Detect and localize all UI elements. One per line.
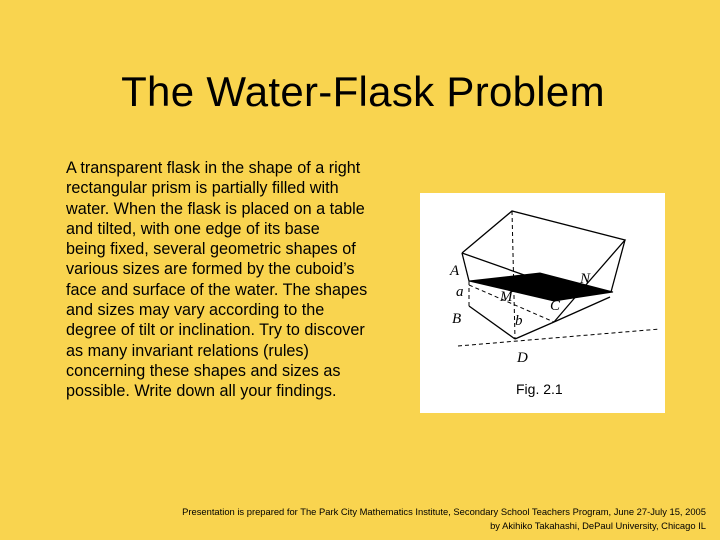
label-a: a bbox=[456, 284, 464, 300]
label-C: C bbox=[550, 298, 561, 314]
label-M: M bbox=[500, 289, 513, 305]
cuboid-edge-left bbox=[462, 253, 469, 281]
label-b: b bbox=[515, 313, 523, 329]
label-B: B bbox=[452, 311, 462, 327]
flask-figure bbox=[420, 193, 665, 413]
footer-line-2: by Akihiko Takahashi, DePaul University, Chicago IL bbox=[490, 519, 706, 531]
problem-description: A transparent flask in the shape of a right rectangular prism is partially filled with water. When the flask is placed on a table and tilted, with one edge of its base being fixed, several geometric shapes of various sizes are formed by the cuboid’s face and surface of the water. The shapes and sizes may vary according to the degree of tilt or inclination. Try to discover as many invariant relations (rules) concerning these shapes and sizes as possible. Write down all your findings. bbox=[66, 159, 368, 401]
slide-title: The Water-Flask Problem bbox=[121, 68, 605, 115]
cuboid-edge-left-lower bbox=[469, 306, 515, 339]
label-A: A bbox=[450, 263, 460, 279]
water-surface bbox=[469, 273, 613, 301]
cuboid-diagram bbox=[420, 193, 665, 413]
label-N: N bbox=[580, 271, 591, 287]
figure-caption: Fig. 2.1 bbox=[516, 381, 563, 397]
footer-credits bbox=[182, 505, 706, 532]
footer-line-1: Presentation is prepared for The Park City Mathematics Institute, Secondary School Teachers Program, June 27-July 15, 2005 bbox=[182, 506, 706, 517]
label-D: D bbox=[517, 350, 528, 366]
table-line bbox=[458, 329, 660, 346]
cuboid-edge-right-lower bbox=[554, 297, 610, 322]
